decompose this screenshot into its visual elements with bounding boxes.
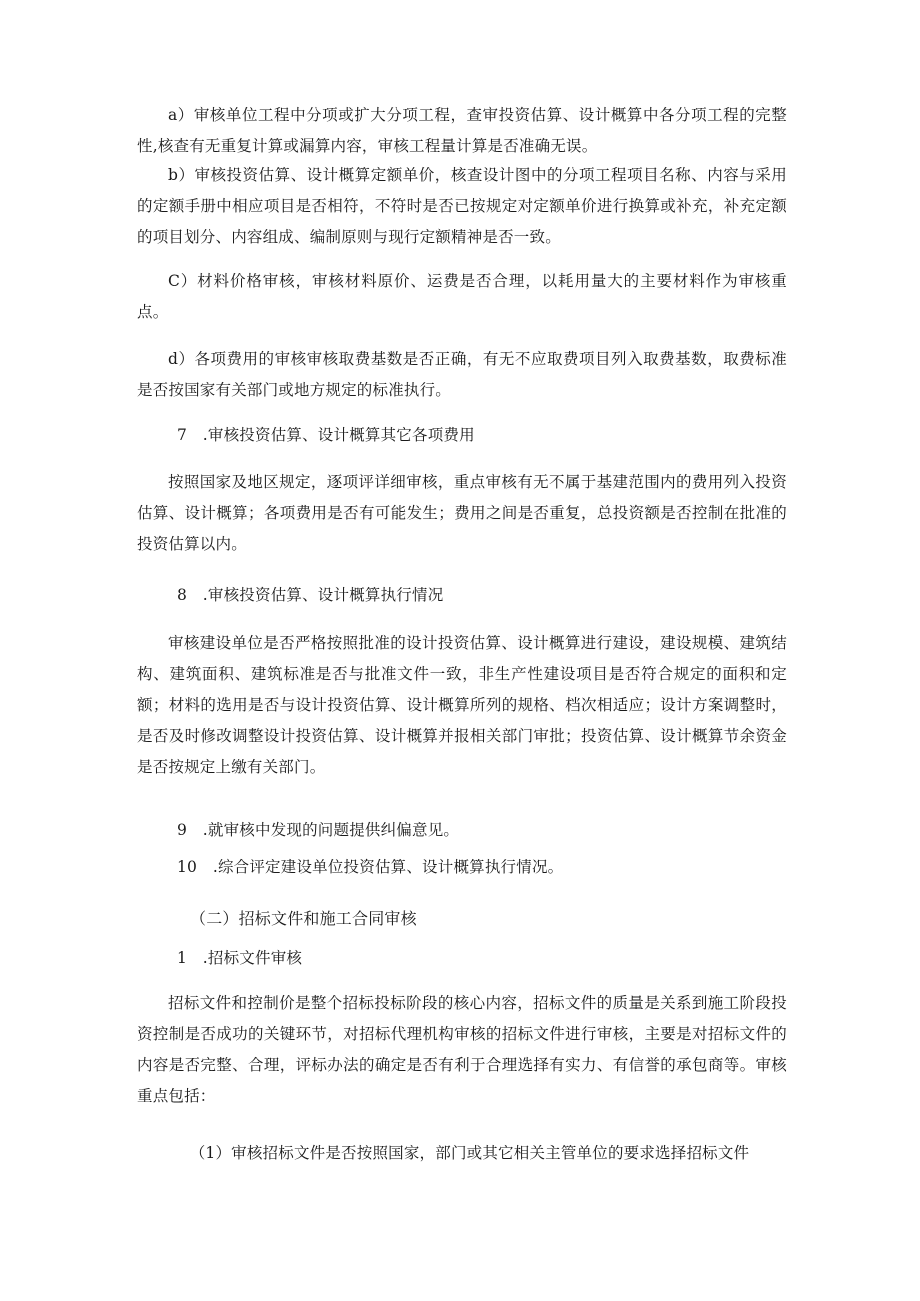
heading-subitem-1: 1 .招标文件审核 <box>177 949 303 967</box>
paragraph-item-b: b）审核投资估算、设计概算定额单价，核查设计图中的分项工程项目名称、内容与采用的定额手册中相应项目是否相符，不符时是否已按规定对定额单价进行换算或补充，补充定额的项目划分、内容组成、编制原则与现行定额精神是否一致。 <box>137 166 787 246</box>
paragraph-subitem-1-body: 招标文件和控制价是整个招标投标阶段的核心内容，招标文件的质量是关系到施工阶段投资控制是否成功的关键环节，对招标代理机构审核的招标文件进行审核，主要是对招标文件的内容是否完整、合理，评标办法的确定是否有利于合理选择有实力、有信誉的承包商等。审核重点包括： <box>137 994 787 1105</box>
heading-item-7: 7 .审核投资估算、设计概算其它各项费用 <box>177 426 475 444</box>
paragraph-item-c: C）材料价格审核，审核材料原价、运费是否合理，以耗用量大的主要材料作为审核重点。 <box>137 272 787 321</box>
heading-item-9: 9 .就审核中发现的问题提供纠偏意见。 <box>177 821 460 839</box>
paragraph-item-7-body: 按照国家及地区规定，逐项评详细审核，重点审核有无不属于基建范围内的费用列入投资估算、设计概算；各项费用是否有可能发生；费用之间是否重复，总投资额是否控制在批准的投资估算以内。 <box>137 473 787 553</box>
paragraph-item-d: d）各项费用的审核审核取费基数是否正确，有无不应取费项目列入取费基数，取费标准是否按国家有关部门或地方规定的标准执行。 <box>137 350 787 399</box>
section-heading-2: （二）招标文件和施工合同审核 <box>190 909 417 928</box>
paragraph-item-8-body: 审核建设单位是否严格按照批准的设计投资估算、设计概算进行建设，建设规模、建筑结构、建筑面积、建筑标准是否与批准文件一致，非生产性建设项目是否符合规定的面积和定额；材料的选用是否与设计投资估算、设计概算所列的规格、档次相适应；设计方案调整时，是否及时修改调整设计投资估算、设计概算并报相关部门审批；投资估算、设计概算节余资金是否按规定上缴有关部门。 <box>137 634 787 776</box>
paragraph-item-a: a）审核单位工程中分项或扩大分项工程，查审投资估算、设计概算中各分项工程的完整性,核查有无重复计算或漏算内容，审核工程量计算是否准确无误。 <box>137 106 787 155</box>
heading-item-10: 10 .综合评定建设单位投资估算、设计概算执行情况。 <box>177 858 564 876</box>
heading-item-8: 8 .审核投资估算、设计概算执行情况 <box>177 586 444 604</box>
paragraph-review-point-1: （1）审核招标文件是否按照国家，部门或其它相关主管单位的要求选择招标文件 <box>189 1144 750 1162</box>
